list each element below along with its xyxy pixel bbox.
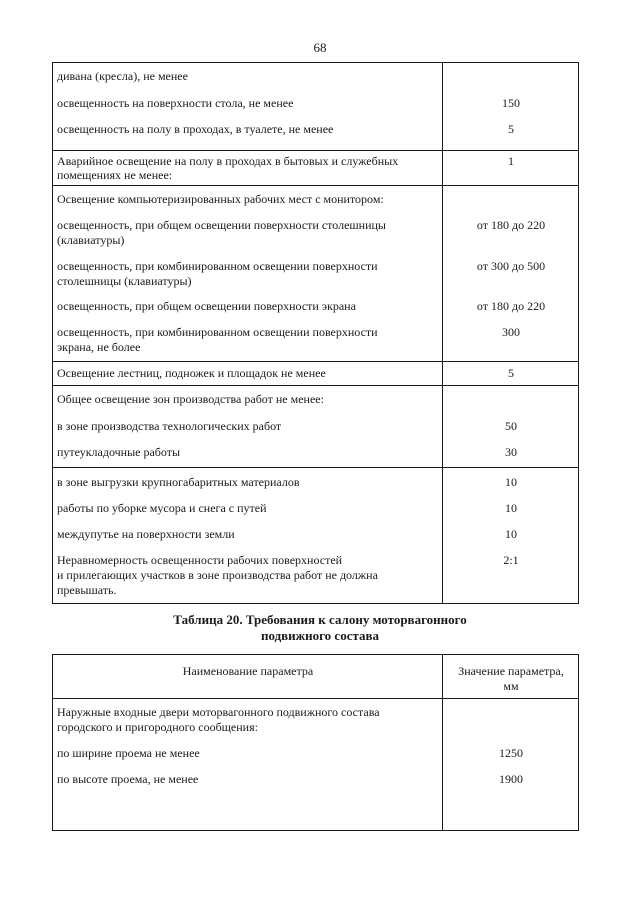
param-cell [53, 362, 443, 386]
param-text: освещенность, при общем освещении поверхности экрана [57, 299, 356, 313]
table-row [53, 386, 579, 468]
header-value: Значение параметра, [458, 664, 564, 678]
value-text: 1 [508, 154, 514, 168]
param-text: по высоте проема, не менее [57, 772, 199, 786]
value-text: 150 [502, 96, 520, 110]
param-text: Неравномерность освещенности рабочих поверхностей [57, 553, 343, 567]
param-text: освещенность на поверхности стола, не менее [57, 96, 294, 110]
param-cell [53, 63, 443, 151]
param-cell [53, 186, 443, 362]
value-text: 10 [505, 527, 517, 541]
lighting-requirements-table [52, 62, 579, 604]
param-text: Освещение компьютеризированных рабочих мест с монитором: [57, 192, 384, 206]
param-text: по ширине проема не менее [57, 746, 200, 760]
value-text: от 300 до 500 [476, 259, 546, 273]
param-text: Наружные входные двери моторвагонного подвижного состава [57, 705, 380, 719]
param-text: (клавиатуры) [57, 233, 125, 247]
param-text: в зоне выгрузки крупногабаритных материалов [57, 475, 300, 489]
param-text: превышать. [57, 583, 117, 597]
table-header-row [53, 655, 579, 699]
param-text: освещенность, при общем освещении поверхности столешницы [57, 218, 386, 232]
param-text: экрана, не более [57, 340, 141, 354]
value-text: 1900 [499, 772, 523, 786]
param-cell [53, 151, 443, 186]
value-text: 5 [508, 366, 514, 380]
param-cell [53, 468, 443, 604]
value-text: от 180 до 220 [476, 299, 546, 313]
value-cell [443, 699, 579, 831]
value-cell [443, 151, 579, 186]
value-text: 50 [505, 419, 517, 433]
table-row [53, 362, 579, 386]
param-text: помещениях не менее: [57, 168, 173, 182]
param-text: работы по уборке мусора и снега с путей [57, 501, 267, 515]
value-text: 2:1 [503, 553, 519, 567]
header-name: Наименование параметра [182, 664, 314, 678]
caption-line: подвижного состава [260, 628, 380, 643]
param-text: путеукладочные работы [57, 445, 181, 459]
param-text: и прилегающих участков в зоне производства работ не должна [57, 568, 378, 582]
table-caption [0, 612, 640, 644]
value-text: 10 [505, 475, 517, 489]
caption-line: Таблица 20. Требования к салону моторвагонного [173, 612, 467, 627]
value-text: от 180 до 220 [476, 218, 546, 232]
param-text: освещенность, при комбинированном освещении поверхности [57, 259, 378, 273]
param-text: Общее освещение зон производства работ не менее: [57, 392, 324, 406]
param-text: дивана (кресла), не менее [57, 69, 188, 83]
value-cell [443, 63, 579, 151]
table-row [53, 151, 579, 186]
car-interior-requirements-table [52, 654, 579, 831]
value-text: 30 [505, 445, 517, 459]
param-text: освещенность, при комбинированном освещении поверхности [57, 325, 378, 339]
param-text: городского и пригородного сообщения: [57, 720, 258, 734]
table-row [53, 699, 579, 831]
value-cell [443, 468, 579, 604]
value-text: 5 [508, 122, 514, 136]
param-text: междупутье на поверхности земли [57, 527, 235, 541]
value-cell [443, 186, 579, 362]
value-text: 1250 [499, 746, 523, 760]
table-row [53, 63, 579, 151]
param-cell [53, 386, 443, 468]
param-text: освещенность на полу в проходах, в туалете, не менее [57, 122, 334, 136]
page-number: 68 [313, 40, 327, 55]
value-cell [443, 362, 579, 386]
header-name-cell [53, 655, 443, 699]
param-text: Освещение лестниц, подножек и площадок не менее [57, 366, 326, 380]
param-text: столешницы (клавиатуры) [57, 274, 192, 288]
header-value-unit: мм [503, 679, 519, 693]
param-text: Аварийное освещение на полу в проходах в бытовых и служебных [57, 154, 399, 168]
value-text: 300 [502, 325, 520, 339]
header-value-cell [443, 655, 579, 699]
value-text: 10 [505, 501, 517, 515]
table-row [53, 468, 579, 604]
param-cell [53, 699, 443, 831]
table-row [53, 186, 579, 362]
value-cell [443, 386, 579, 468]
param-text: в зоне производства технологических работ [57, 419, 282, 433]
